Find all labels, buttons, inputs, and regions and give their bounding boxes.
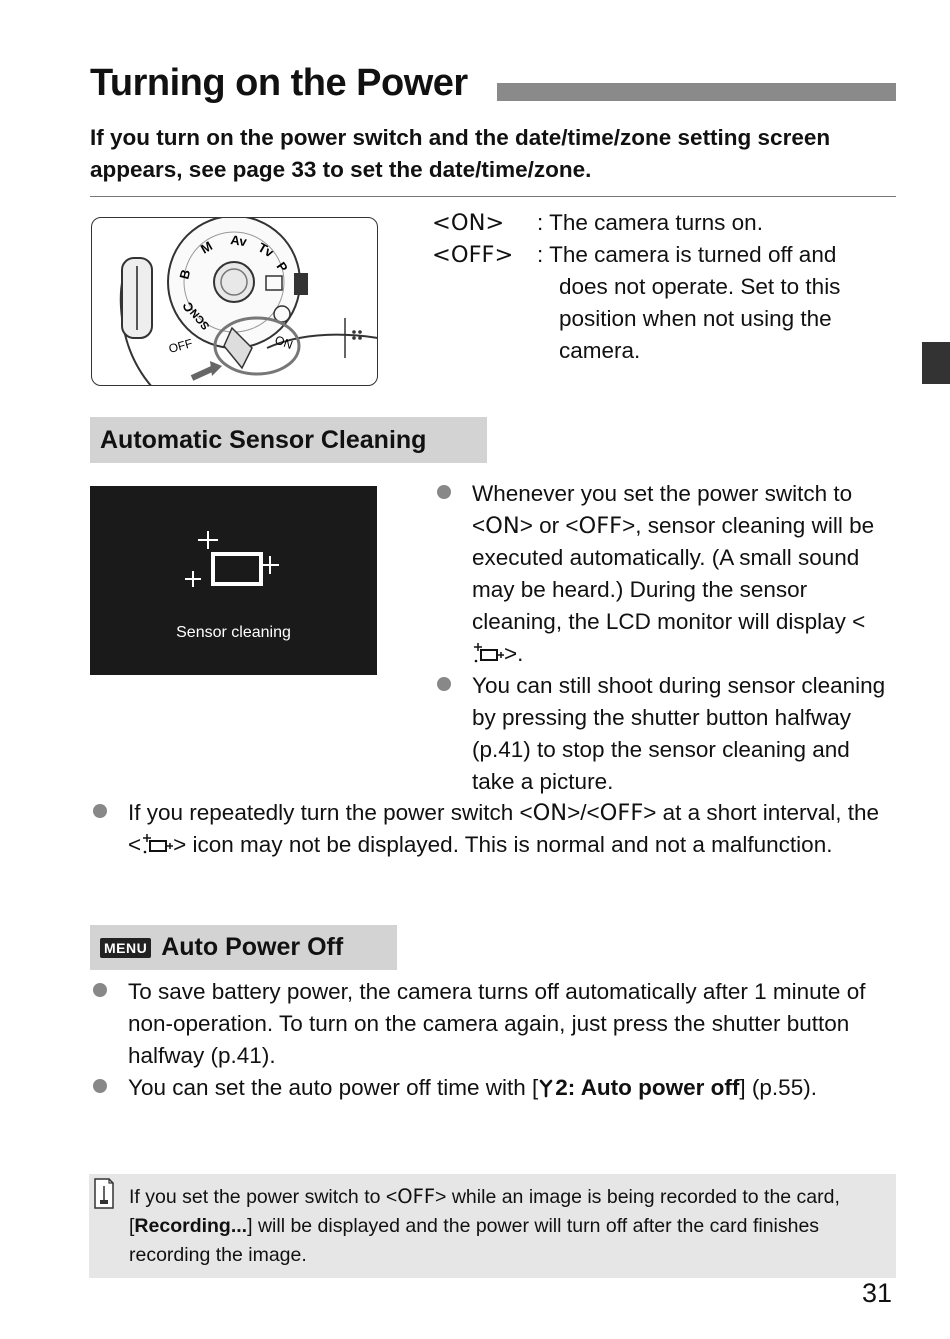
dial-label-scn: SCN <box>188 306 213 332</box>
note-box <box>89 1174 896 1278</box>
sensor-cleaning-icon <box>141 833 173 855</box>
off-description: : The camera is turned off and <box>537 242 837 267</box>
list-item: You can set the auto power off time with [ 2: Auto power off] (p.55). <box>93 1072 893 1104</box>
chapter-tab <box>922 342 950 384</box>
definition-on <box>432 207 879 239</box>
switch-label-off: OFF <box>167 336 194 356</box>
lcd-sensor-cleaning-screen <box>90 486 377 675</box>
off-symbol: OFF <box>578 513 623 539</box>
bullet-icon <box>93 1079 107 1093</box>
off-symbol: OFF <box>599 800 644 826</box>
bullet-icon <box>437 677 451 691</box>
off-description-continued: does not operate. Set to this position when not using the camera. <box>559 274 841 363</box>
section-heading-text: Automatic Sensor Cleaning <box>100 425 427 454</box>
dial-label-b: B <box>176 267 194 281</box>
intro-text: If you turn on the power switch and the date/time/zone setting screen appears, see page 33 to set the date/time/zone. <box>90 125 831 182</box>
sensor-cleaning-icon <box>90 486 377 675</box>
dial-label-m: M <box>198 238 215 257</box>
bullet-icon <box>437 485 451 499</box>
bullet-icon <box>93 804 107 818</box>
sensor-cleaning-icon <box>472 642 504 664</box>
dial-label-c: C <box>179 300 197 315</box>
list-item: Whenever you set the power switch to <ON> or <OFF>, sensor cleaning will be executed automatically. (A small sound may be heard.) During the sensor cleaning, the LCD monitor will display <>. <box>437 478 897 670</box>
dial-label-p: P <box>273 259 291 275</box>
note-text: If you set the power switch to <OFF> while an image is being recorded to the card, [Recording...] will be displayed and the power will turn off after the card finishes recording the image. <box>129 1185 840 1266</box>
shutter-button <box>214 262 254 302</box>
list-item: To save battery power, the camera turns off automatically after 1 minute of non-operation. To turn on the camera again, just press the shutter button halfway (p.41). <box>93 976 893 1072</box>
power-switch-illustration <box>92 218 378 386</box>
divider <box>90 196 896 197</box>
on-symbol: ON <box>532 800 568 826</box>
menu-icon: MENU <box>100 938 151 958</box>
on-symbol: <ON> <box>432 210 505 236</box>
dial-label-av: Av <box>229 232 248 250</box>
sensor-cleaning-bullets <box>437 478 897 798</box>
page-title: Turning on the Power <box>90 62 468 104</box>
switch-label-on: ON <box>272 332 295 352</box>
on-symbol: ON <box>485 513 520 539</box>
lcd-caption: Sensor cleaning <box>176 624 291 641</box>
section-heading-sensor-cleaning <box>90 417 487 463</box>
bullet-icon <box>93 983 107 997</box>
note-icon <box>93 1178 115 1210</box>
off-symbol: <OFF> <box>432 242 514 268</box>
definition-off <box>432 239 879 271</box>
camera-dial-illustration <box>91 217 378 386</box>
list-item: You can still shoot during sensor cleaning by pressing the shutter button halfway (p.41) to stop the sensor cleaning and take a picture. <box>437 670 897 798</box>
section-heading-auto-power-off <box>90 925 397 970</box>
power-switch-definitions <box>432 207 879 367</box>
dial-label-tv: Tv <box>255 239 277 261</box>
auto-power-off-bullets <box>93 976 893 1104</box>
on-description: : The camera turns on. <box>537 210 763 235</box>
off-symbol: OFF <box>397 1185 436 1208</box>
title-rule-bar <box>497 83 896 101</box>
section-heading-text: Auto Power Off <box>161 933 344 961</box>
page-number: 31 <box>861 1278 892 1308</box>
list-item: If you repeatedly turn the power switch <ON>/<OFF> at a short interval, the < > icon may not be displayed. This is normal and not a malfunction. <box>93 797 893 861</box>
sensor-cleaning-note-bullet <box>93 797 893 861</box>
setup-wrench-icon <box>538 1078 555 1098</box>
arrow-icon <box>210 361 222 376</box>
